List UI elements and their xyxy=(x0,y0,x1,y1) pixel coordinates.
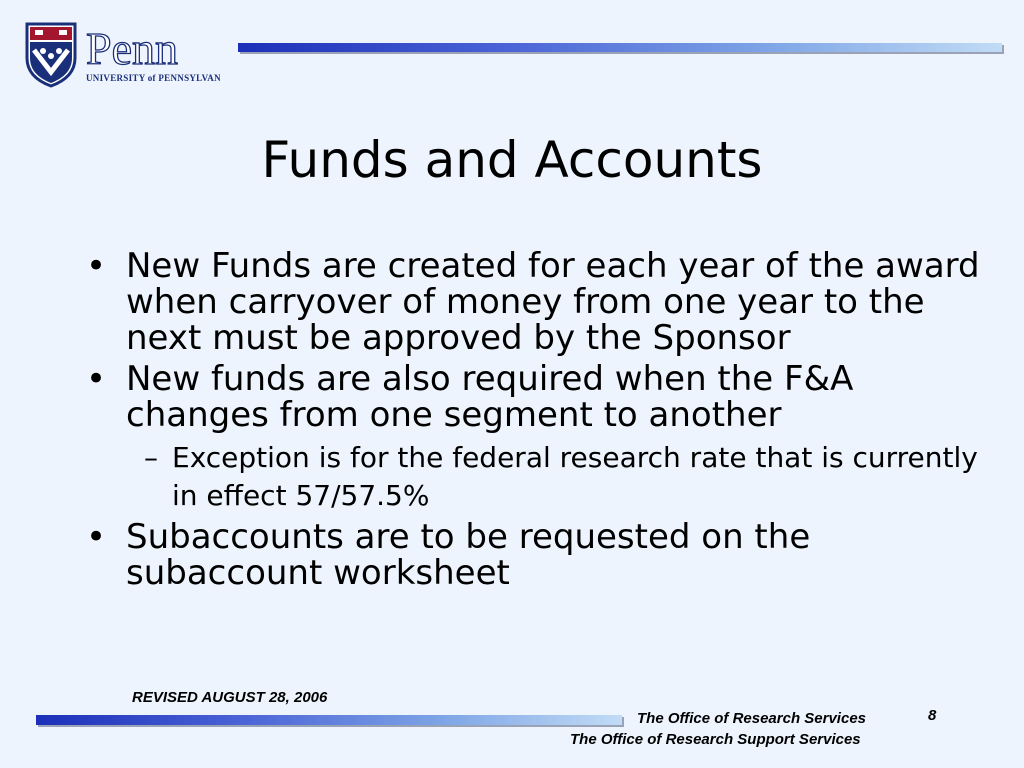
bullet-item xyxy=(86,519,986,591)
sub-bullet-item xyxy=(144,439,986,515)
penn-subtext: UNIVERSITY of PENNSYLVANIA xyxy=(86,73,220,83)
footer-office-support: The Office of Research Support Services xyxy=(570,731,861,748)
penn-shield-icon xyxy=(24,22,220,88)
bullet-item xyxy=(86,361,986,433)
bullet-item xyxy=(86,248,986,356)
sub-bullet-text: Exception is for the federal research rate that is currently in effect 57/57.5% xyxy=(172,441,978,512)
penn-logo xyxy=(24,22,220,88)
top-gradient-bar xyxy=(238,43,1002,52)
dash-icon: – xyxy=(144,441,158,474)
revised-date: REVISED AUGUST 28, 2006 xyxy=(132,689,328,706)
bullet-icon: • xyxy=(86,246,107,286)
bullet-text: New Funds are created for each year of the award when carryover of money from one year to the next must be approved by the Sponsor xyxy=(126,246,980,358)
bottom-gradient-bar xyxy=(36,715,622,725)
bullet-text: New funds are also required when the F&A changes from one segment to another xyxy=(126,359,854,435)
slide-title: Funds and Accounts xyxy=(261,131,763,189)
bullet-text: Subaccounts are to be requested on the subaccount worksheet xyxy=(126,517,811,593)
bullet-icon: • xyxy=(86,359,107,399)
bullet-icon: • xyxy=(86,517,107,557)
slide-content xyxy=(86,248,986,596)
page-number: 8 xyxy=(928,707,937,724)
footer-office: The Office of Research Services xyxy=(637,710,866,727)
penn-wordmark: Penn xyxy=(86,23,178,74)
